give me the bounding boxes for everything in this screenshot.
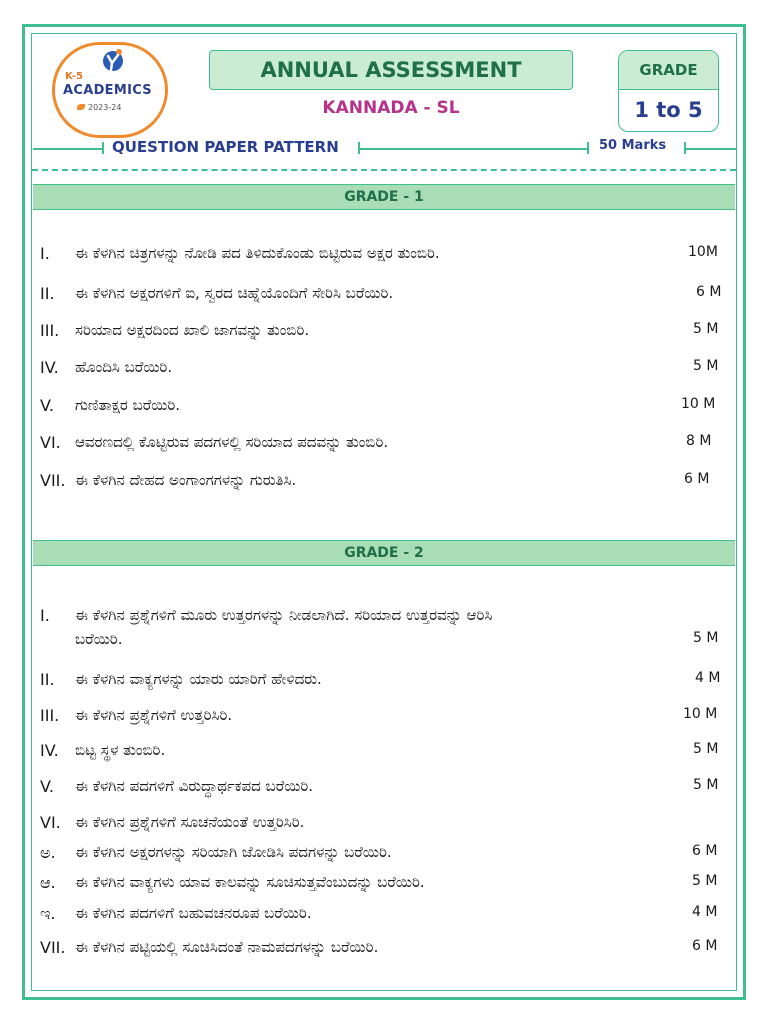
question-number: II. — [40, 284, 55, 303]
question-text: ಸರಿಯಾದ ಅಕ್ಷರದಿಂದ ಖಾಲಿ ಜಾಗವನ್ನು ತುಂಬಿರಿ. — [75, 321, 310, 339]
dashed-divider — [32, 169, 736, 171]
question-text: ಈ ಕೆಳಗಿನ ಚಿತ್ರಗಳನ್ನು ನೋಡಿ ಪದ ತಿಳಿದುಕೊಂಡು ಬಿಟ್ಟಿರುವ ಅಕ್ಷರ ತುಂಬಿರಿ. — [75, 244, 440, 262]
pattern-line-left — [33, 148, 103, 150]
logo-year — [77, 103, 121, 112]
grade-1-header: GRADE - 1 — [33, 184, 735, 210]
question-number: ಇ. — [40, 904, 56, 923]
question-marks: 5 M — [692, 873, 718, 889]
subject-title: KANNADA - SL — [322, 98, 460, 118]
question-marks: 6 M — [692, 938, 718, 954]
question-text: ಈ ಕೆಳಗಿನ ಅಕ್ಷರಗಳಿಗೆ ಐ, ಸ್ವರದ ಚಿಹ್ನೆಯೊಂದಿಗೆ ಸೇರಿಸಿ ಬರೆಯಿರಿ. — [75, 284, 394, 302]
question-marks: 10 M — [683, 706, 718, 722]
question-text: ಬಿಟ್ಟ ಸ್ಥಳ ತುಂಬಿರಿ. — [75, 741, 166, 759]
question-number: V. — [40, 777, 54, 796]
assessment-title: ANNUAL ASSESSMENT — [209, 50, 573, 90]
question-number: III. — [40, 706, 60, 725]
question-marks: 5 M — [693, 358, 719, 374]
question-marks: 4 M — [692, 904, 718, 920]
question-text-continued: ಬರೆಯಿರಿ. — [75, 630, 123, 648]
grade-box — [618, 50, 719, 132]
question-number: II. — [40, 670, 55, 689]
logo-k5-text: K-5 — [65, 71, 83, 82]
question-number: VII. — [40, 938, 66, 957]
question-marks: 5 M — [693, 777, 719, 793]
question-text: ಈ ಕೆಳಗಿನ ಪದಗಳಿಗೆ ವಿರುದ್ಧಾರ್ಥಕಪದ ಬರೆಯಿರಿ. — [75, 777, 314, 795]
grade-2-header: GRADE - 2 — [33, 540, 735, 566]
question-text: ಈ ಕೆಳಗಿನ ಪದಗಳಿಗೆ ಬಹುವಚನರೂಪ ಬರೆಯಿರಿ. — [75, 904, 312, 922]
question-text: ಈ ಕೆಳಗಿನ ಪ್ರಶ್ನೆಗಳಿಗೆ ಸೂಚನೆಯಂತೆ ಉತ್ತರಿಸಿರಿ. — [75, 813, 305, 831]
question-text: ಈ ಕೆಳಗಿನ ಪ್ರಶ್ನೆಗಳಿಗೆ ಉತ್ತರಿಸಿರಿ. — [75, 706, 233, 724]
total-marks-label: 50 Marks — [599, 138, 667, 153]
question-number: IV. — [40, 741, 59, 760]
question-text: ಈ ಕೆಳಗಿನ ದೇಹದ ಅಂಗಾಂಗಗಳನ್ನು ಗುರುತಿಸಿ. — [75, 471, 297, 489]
question-number: VI. — [40, 813, 61, 832]
question-text: ಈ ಕೆಳಗಿನ ವಾಕ್ಯಗಳನ್ನು ಯಾರು ಯಾರಿಗೆ ಹೇಳಿದರು. — [75, 670, 322, 688]
question-number: VI. — [40, 433, 61, 452]
question-number: I. — [40, 606, 50, 625]
question-number: IV. — [40, 358, 59, 377]
question-text: ಗುಣಿತಾಕ್ಷರ ಬರೆಯಿರಿ. — [75, 396, 181, 414]
question-text: ಈ ಕೆಳಗಿನ ಅಕ್ಷರಗಳನ್ನು ಸರಿಯಾಗಿ ಜೋಡಿಸಿ ಪದಗಳನ್ನು ಬರೆಯಿರಿ. — [75, 843, 392, 861]
question-marks: 10M — [688, 244, 718, 260]
question-marks: 6 M — [684, 471, 710, 487]
k5-academics-logo — [52, 42, 168, 138]
question-marks: 5 M — [693, 630, 719, 646]
question-marks: 10 M — [681, 396, 716, 412]
logo-year-text: 2023-24 — [88, 103, 122, 112]
pattern-tick — [587, 142, 589, 154]
logo-academics-text: ACADEMICS — [63, 83, 152, 98]
question-text: ಈ ಕೆಳಗಿನ ಪಟ್ಟಿಯಲ್ಲಿ ಸೂಚಿಸಿದಂತೆ ನಾಮಪದಗಳನ್ನು ಬರೆಯಿರಿ. — [75, 938, 379, 956]
grade-range: 1 to 5 — [634, 98, 703, 122]
question-number: ಅ. — [40, 843, 56, 862]
leaf-icon — [77, 104, 85, 110]
grade-label: GRADE — [619, 51, 718, 90]
question-number: VII. — [40, 471, 66, 490]
pattern-line-middle — [358, 148, 588, 150]
question-number: III. — [40, 321, 60, 340]
question-marks: 5 M — [693, 741, 719, 757]
question-marks: 4 M — [695, 670, 721, 686]
question-number: I. — [40, 244, 50, 263]
question-marks: 8 M — [686, 433, 712, 449]
question-paper-pattern-label: QUESTION PAPER PATTERN — [112, 138, 339, 156]
pattern-line-right — [684, 148, 736, 150]
question-text: ಆವರಣದಲ್ಲಿ ಕೊಟ್ಟಿರುವ ಪದಗಳಲ್ಲಿ ಸರಿಯಾದ ಪದವನ್ನು ತುಂಬಿರಿ. — [75, 433, 389, 451]
question-number: ಆ. — [40, 873, 56, 892]
question-marks: 6 M — [692, 843, 718, 859]
question-text: ಹೊಂದಿಸಿ ಬರೆಯಿರಿ. — [75, 358, 173, 376]
person-figure-icon — [99, 47, 127, 81]
question-marks: 6 M — [696, 284, 722, 300]
question-number: V. — [40, 396, 54, 415]
question-text: ಈ ಕೆಳಗಿನ ವಾಕ್ಯಗಳು ಯಾವ ಕಾಲವನ್ನು ಸೂಚಿಸುತ್ತವೆಂಬುದನ್ನು ಬರೆಯಿರಿ. — [75, 873, 425, 891]
pattern-tick — [102, 142, 104, 154]
question-text: ಈ ಕೆಳಗಿನ ಪ್ರಶ್ನೆಗಳಿಗೆ ಮೂರು ಉತ್ತರಗಳನ್ನು ನೀಡಲಾಗಿದೆ. ಸರಿಯಾದ ಉತ್ತರವನ್ನು ಆರಿಸಿ — [75, 606, 493, 624]
question-marks: 5 M — [693, 321, 719, 337]
